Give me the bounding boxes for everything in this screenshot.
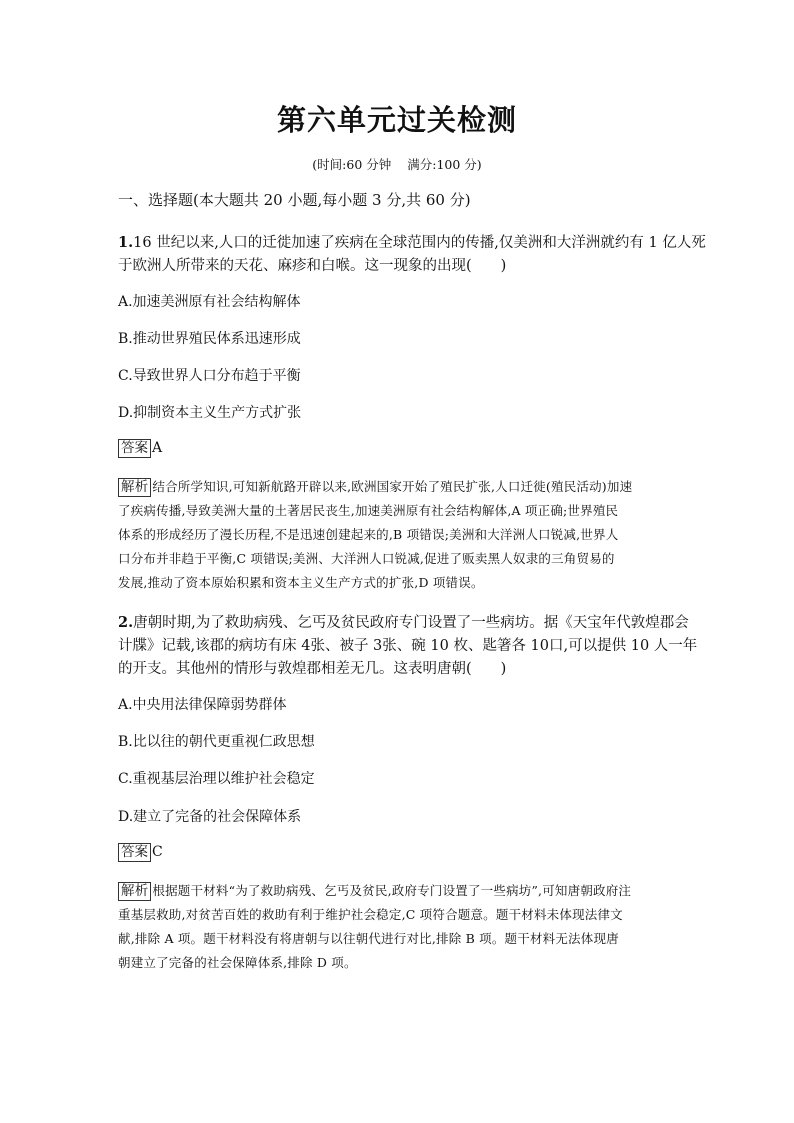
question-1-explanation-line-4: 口分布并非趋于平衡,C 项错误;美洲、大洋洲人口锐减,促进了贩卖黑人奴隶的三角贸易的	[118, 551, 615, 566]
question-2-option-d: D.建立了完备的社会保障体系	[118, 809, 302, 825]
question-1-explanation-line-5: 发展,推动了资本原始积累和资本主义生产方式的扩张,D 项错误。	[118, 575, 484, 590]
question-1-text: 16 世纪以来,人口的迁徙加速了疾病在全球范围内的传播,仅美洲和大洋洲就约有 1 亿人死	[133, 235, 706, 251]
question-1-explanation-line-2: 了疾病传播,导致美洲大量的土著居民丧生,加速美洲原有社会结构解体,A 项正确;世界殖民	[118, 503, 619, 518]
question-1-explanation-line-1	[118, 477, 678, 497]
answer-value: C	[152, 844, 163, 860]
question-1-stem-line-1	[118, 231, 706, 252]
question-1-stem-line-2: 于欧洲人所带来的天花、麻疹和白喉。这一现象的出现( )	[118, 258, 507, 274]
explanation-text: 根据题干材料“为了救助病残、乞丐及贫民,政府专门设置了一些病坊”,可知唐朝政府注	[152, 883, 632, 898]
exam-time: (时间:60 分钟	[312, 157, 392, 172]
section-heading: 一、选择题(本大题共 20 小题,每小题 3 分,共 60 分)	[118, 191, 471, 209]
question-2-text: 唐朝时期,为了救助病残、乞丐及贫民政府专门设置了一些病坊。据《天宝年代敦煌郡会	[133, 615, 689, 631]
question-1-answer	[118, 439, 162, 458]
question-2-stem-line-3: 的开支。其他州的情形与敦煌郡相差无几。这表明唐朝( )	[118, 661, 507, 677]
explanation-text: 结合所学知识,可知新航路开辟以来,欧洲国家开始了殖民扩张,人口迁徙(殖民活动)加速	[152, 479, 633, 494]
answer-label: 答案	[118, 843, 151, 862]
question-1-option-b: B.推动世界殖民体系迅速形成	[118, 331, 301, 347]
answer-label: 答案	[118, 439, 151, 458]
question-1-option-d: D.抑制资本主义生产方式扩张	[118, 405, 302, 421]
question-2-number: 2.	[118, 614, 134, 631]
exam-score: 满分:100 分)	[407, 157, 482, 172]
explanation-label: 解析	[118, 478, 151, 497]
question-1-explanation-line-3: 体系的形成经历了漫长历程,不是迅速创建起来的,B 项错误;美洲和大洋洲人口锐减,世界人	[118, 527, 619, 542]
question-1-option-c: C.导致世界人口分布趋于平衡	[118, 368, 301, 384]
question-2-explanation-line-3: 献,排除 A 项。题干材料没有将唐朝与以往朝代进行对比,排除 B 项。题干材料无法体现唐	[118, 931, 619, 946]
answer-value: A	[152, 440, 163, 456]
question-1-option-a: A.加速美洲原有社会结构解体	[118, 294, 301, 310]
question-2-option-b: B.比以往的朝代更重视仁政思想	[118, 734, 315, 750]
question-1-number: 1.	[118, 234, 134, 251]
question-2-option-a: A.中央用法律保障弱势群体	[118, 697, 287, 713]
question-2-stem-line-2: 计牒》记载,该郡的病坊有床 4张、被子 3张、碗 10 枚、匙箸各 10口,可以提供 10 人一年	[118, 638, 698, 654]
explanation-label: 解析	[118, 882, 151, 901]
question-2-answer	[118, 843, 163, 862]
question-2-stem-line-1	[118, 611, 689, 632]
question-2-explanation-line-2: 重基层救助,对贫苦百姓的救助有利于维护社会稳定,C 项符合题意。题干材料未体现法律文	[118, 907, 623, 922]
page-title: 第六单元过关检测	[276, 103, 517, 137]
question-2-explanation-line-1	[118, 881, 678, 901]
exam-info	[0, 155, 794, 173]
question-2-explanation-line-4: 朝建立了完备的社会保障体系,排除 D 项。	[118, 955, 357, 970]
question-2-option-c: C.重视基层治理以维护社会稳定	[118, 771, 315, 787]
